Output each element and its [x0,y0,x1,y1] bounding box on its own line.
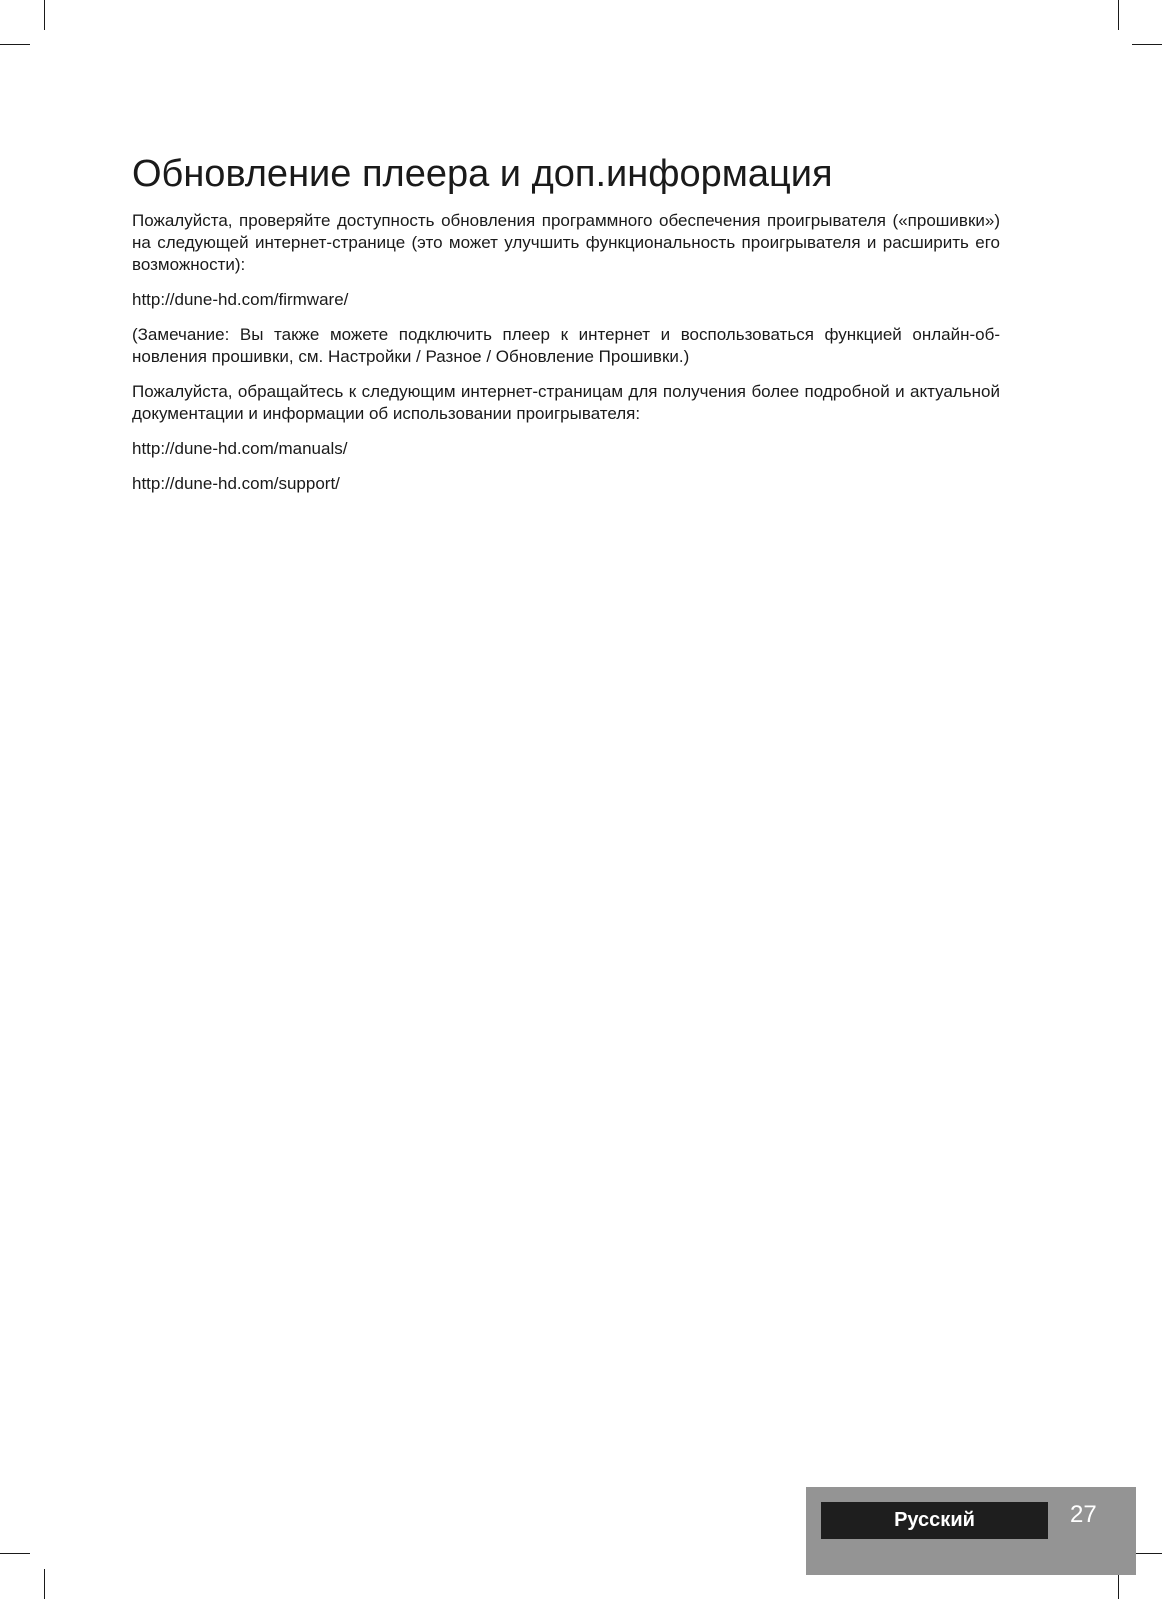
documentation-paragraph: Пожалуйста, обращайтесь к следующим интернет-страницам для получения более подробной и актуальной документации и информации об использовании проигрывателя: [132,381,1000,423]
page-title: Обновление плеера и доп.информация [132,153,833,195]
manuals-link[interactable]: http://dune-hd.com/manuals/ [132,438,348,458]
page-content [132,152,1000,508]
crop-mark [44,0,45,30]
crop-mark [1118,0,1119,30]
language-label: Русский [821,1502,1048,1539]
crop-mark [1132,1553,1162,1554]
crop-mark [1132,44,1162,45]
page-number: 27 [1070,1501,1097,1528]
crop-mark [44,1569,45,1599]
firmware-intro-paragraph: Пожалуйста, проверяйте доступность обновления программного обеспечения проигрывателя («прошивки») на следующей интернет-странице (это может улучшить функциональность проигрывателя и расширить его возможности): [132,210,1000,274]
firmware-link[interactable]: http://dune-hd.com/firmware/ [132,289,349,309]
support-link[interactable]: http://dune-hd.com/support/ [132,473,340,493]
crop-mark [0,1553,30,1554]
page-footer [806,1487,1136,1575]
crop-mark [0,44,30,45]
note-paragraph: (Замечание: Вы также можете подключить плеер к интернет и воспользоваться функцией онлайн-обновления прошивки, см. Настройки / Разное / Обновление Прошивки.) [132,324,1000,366]
